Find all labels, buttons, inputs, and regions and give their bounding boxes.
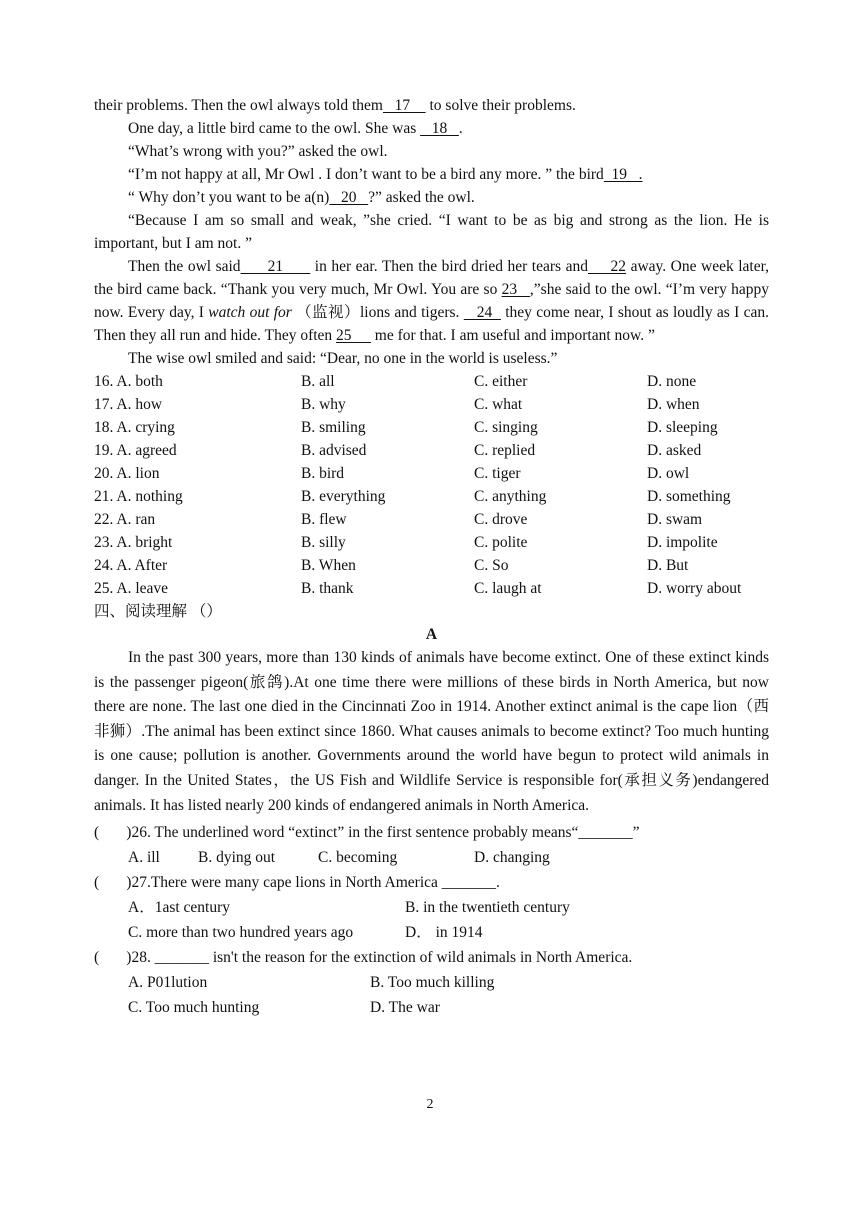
section-heading: 四、阅读理解 （） — [94, 603, 222, 620]
option: C. anything — [474, 488, 547, 505]
option: B. advised — [301, 442, 367, 459]
question-28: ( )28. _______ isn't the reason for the extinction of wild animals in North America. — [94, 949, 633, 967]
option: A. P01lution — [128, 974, 208, 992]
blank-24: 24 — [463, 304, 501, 321]
question-27: ( )27.There were many cape lions in North America _______. — [94, 874, 500, 892]
option: C. singing — [474, 419, 538, 436]
option: D. none — [647, 373, 697, 390]
option: 24. A. After — [94, 557, 168, 574]
option: D. swam — [647, 511, 703, 528]
blank-25: 25 — [336, 327, 371, 344]
blank-20: 20 — [329, 189, 369, 206]
option: C. drove — [474, 511, 528, 528]
italic-phrase: watch out for — [208, 304, 292, 321]
passage-line: The wise owl smiled and said: “Dear, no one in the world is useless.” — [128, 350, 558, 367]
part-label: A — [425, 626, 438, 643]
option: C. tiger — [474, 465, 521, 482]
question-28-options — [94, 995, 769, 1020]
option: D. impolite — [647, 534, 718, 551]
text: to solve their problems. — [425, 97, 576, 114]
option: D. The war — [370, 999, 440, 1017]
option: C. So — [474, 557, 509, 574]
page-number: 2 — [426, 1097, 434, 1112]
option: 23. A. bright — [94, 534, 173, 551]
option: B. thank — [301, 580, 354, 597]
option: D． in 1914 — [405, 924, 483, 942]
text: they come near, I shout as loudly as I can. Then they all run and hide. They often — [94, 304, 770, 344]
option: 16. A. both — [94, 373, 163, 390]
option: B. When — [301, 557, 356, 574]
option: 25. A. leave — [94, 580, 169, 597]
option: D. asked — [647, 442, 702, 459]
option: B. Too much killing — [370, 974, 495, 992]
text: away. One week later, the bird came back. “Thank you very much, Mr Owl. You are so — [94, 258, 770, 298]
passage-line — [94, 186, 769, 209]
option: 17. A. how — [94, 396, 163, 413]
option: D. when — [647, 396, 700, 413]
blank-17: 17 — [383, 97, 426, 114]
blank-21: 21 — [240, 258, 311, 275]
option: D. worry about — [647, 580, 742, 597]
passage-paragraph — [94, 255, 769, 347]
option: D. something — [647, 488, 731, 505]
option: B. everything — [301, 488, 386, 505]
option: 20. A. lion — [94, 465, 160, 482]
question-27-options — [94, 895, 769, 920]
option: B. in the twentieth century — [405, 899, 570, 917]
option: 21. A. nothing — [94, 488, 183, 505]
text: their problems. Then the owl always told them — [94, 97, 383, 114]
options-grid — [94, 370, 769, 600]
blank-18: 18 — [420, 120, 459, 137]
option: D. But — [647, 557, 689, 574]
text: . — [458, 120, 463, 137]
option: B. dying out — [198, 849, 276, 867]
passage-line: “What’s wrong with you?” asked the owl. — [128, 143, 388, 160]
option: C. becoming — [318, 849, 398, 867]
option: 18. A. crying — [94, 419, 175, 436]
option: B. bird — [301, 465, 345, 482]
option: C. polite — [474, 534, 528, 551]
option: D. changing — [474, 849, 550, 867]
text: （监视）lions and tigers. — [291, 304, 464, 321]
option: 19. A. agreed — [94, 442, 177, 459]
option: 22. A. ran — [94, 511, 156, 528]
blank-19: 19 . — [603, 166, 643, 183]
option: A. ill — [128, 849, 160, 867]
option: C. more than two hundred years ago — [128, 924, 354, 942]
text: “I’m not happy at all, Mr Owl . I don’t want to be a bird any more. ” the bird — [128, 166, 604, 183]
passage-line — [94, 163, 769, 186]
option: A．1ast century — [128, 899, 231, 917]
option: C. what — [474, 396, 523, 413]
option: D. sleeping — [647, 419, 718, 436]
option: B. silly — [301, 534, 346, 551]
question-26: ( )26. The underlined word “extinct” in the first sentence probably means“_______” — [94, 824, 640, 842]
passage-line — [94, 94, 769, 117]
text: “ Why don’t you want to be a(n) — [128, 189, 330, 206]
option: B. all — [301, 373, 335, 390]
text: me for that. I am useful and important now. ” — [370, 327, 655, 344]
option: D. owl — [647, 465, 690, 482]
text: ,”she said to the owl. “I’m very happy now. Every day, I — [94, 281, 769, 321]
text: Then the owl said — [128, 258, 241, 275]
option: B. why — [301, 396, 346, 413]
passage-line — [94, 117, 769, 140]
text: One day, a little bird came to the owl. She was — [128, 120, 421, 137]
option: C. Too much hunting — [128, 999, 260, 1017]
question-27-options — [94, 920, 769, 945]
reading-passage: In the past 300 years, more than 130 kinds of animals have become extinct. One of these extinct kinds is the passenger pigeon(旅鸽).At one time there were millions of these birds in North America, but now there are none. The last one died in the Cincinnati Zoo in 1914. Another extinct animal is the cape lion（西非狮）.The animal has been extinct since 1860. What causes animals to become extinct? Too much hunting is one cause; pollution is another. Governments around the world have begun to protect wild animals in danger. In the United States，the US Fish and Wildlife Service is responsible for(承担义务)endangered animals. It has listed nearly 200 kinds of endangered animals in North America. — [94, 649, 769, 814]
option: B. flew — [301, 511, 347, 528]
document-page — [94, 94, 769, 1020]
text: ?” asked the owl. — [368, 189, 475, 206]
blank-22: 22 — [587, 258, 627, 275]
blank-23: 23 — [501, 281, 530, 298]
option: C. replied — [474, 442, 536, 459]
passage-paragraph: “Because I am so small and weak, ”she cried. “I want to be as big and strong as the lion. He is important, but I am not. ” — [94, 212, 769, 252]
option: C. laugh at — [474, 580, 542, 597]
text: in her ear. Then the bird dried her tears and — [310, 258, 588, 275]
option: B. smiling — [301, 419, 366, 436]
option: C. either — [474, 373, 528, 390]
question-26-options — [94, 845, 769, 870]
question-28-options — [94, 970, 769, 995]
